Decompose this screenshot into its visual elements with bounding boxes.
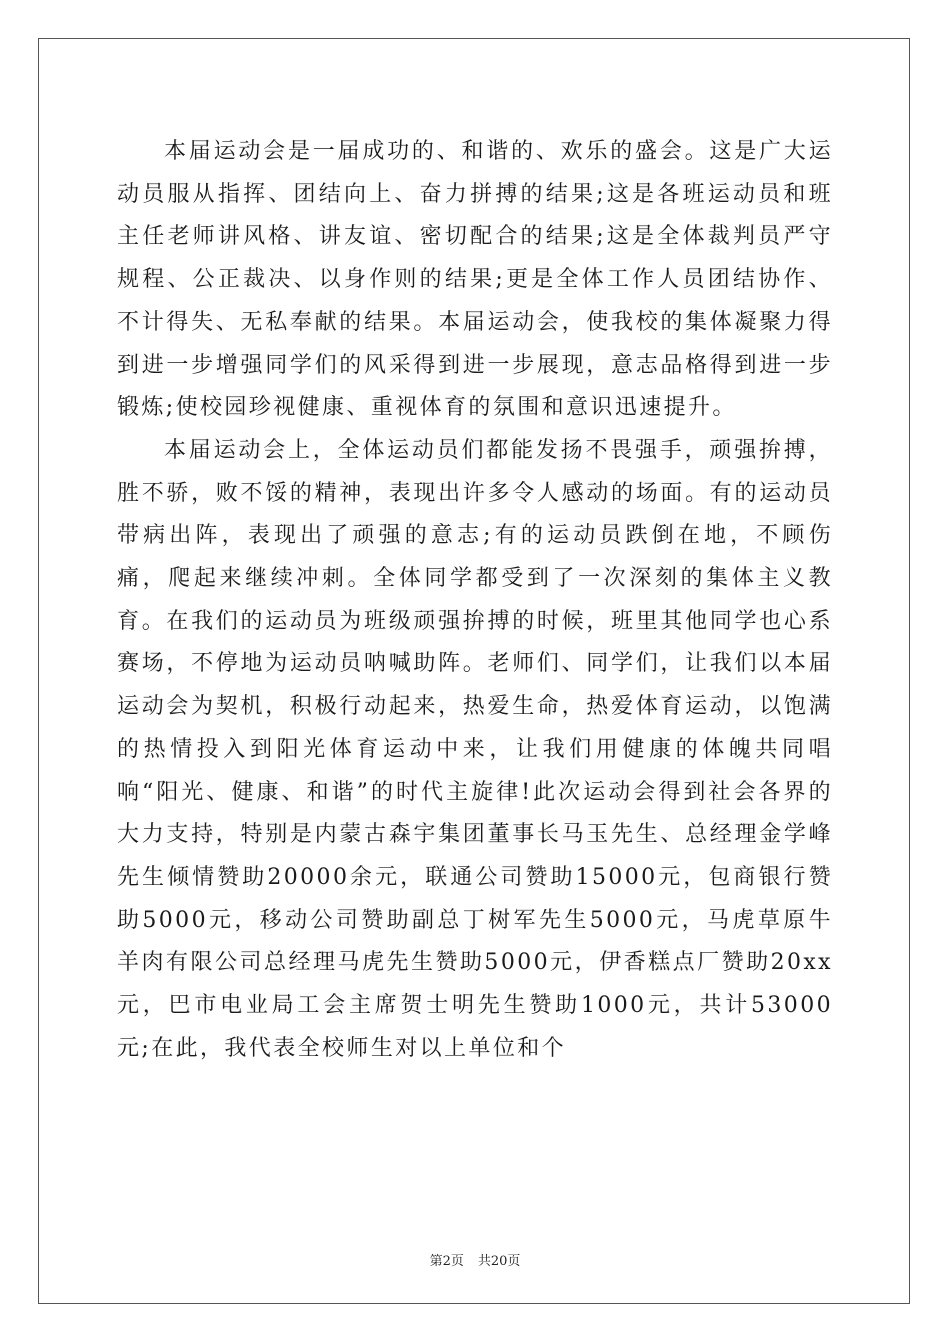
paragraph-1: 本届运动会是一届成功的、和谐的、欢乐的盛会。这是广大运动员服从指挥、团结向上、奋力拼搏的结果;这是各班运动员和班主任老师讲风格、讲友谊、密切配合的结果;这是全体裁判员严守规程、公正裁决、以身作则的结果;更是全体工作人员团结协作、不计得失、无私奉献的结果。本届运动会，使我校的集体凝聚力得到进一步增强同学们的风采得到进一步展现，意志品格得到进一步锻炼;使校园珍视健康、重视体育的氛围和意识迅速提升。 <box>117 139 833 421</box>
document-body <box>117 131 833 1070</box>
paragraph-2: 本届运动会上，全体运动员们都能发扬不畏强手，顽强拚搏，胜不骄，败不馁的精神，表现出许多令人感动的场面。有的运动员带病出阵，表现出了顽强的意志;有的运动员跌倒在地，不顾伤痛，爬起来继续冲刺。全体同学都受到了一次深刻的集体主义教育。在我们的运动员为班级顽强拚搏的时候，班里其他同学也心系赛场，不停地为运动员呐喊助阵。老师们、同学们，让我们以本届运动会为契机，积极行动起来，热爱生命，热爱体育运动，以饱满的热情投入到阳光体育运动中来，让我们用健康的体魄共同唱响“阳光、健康、和谐”的时代主旋律!此次运动会得到社会各界的大力支持，特别是内蒙古森宇集团董事长马玉先生、总经理金学峰先生倾情赞助20000余元，联通公司赞助15000元，包商银行赞助5000元，移动公司赞助副总丁树军先生5000元，马虎草原牛羊肉有限公司总经理马虎先生赞助5000元，伊香糕点厂赞助20xx元，巴市电业局工会主席贺士明先生赞助1000元，共计53000元;在此，我代表全校师生对以上单位和个 <box>117 437 833 1061</box>
page-footer <box>0 1250 950 1269</box>
total-pages: 共20页 <box>477 1254 521 1269</box>
page-number: 第2页 <box>429 1254 464 1269</box>
